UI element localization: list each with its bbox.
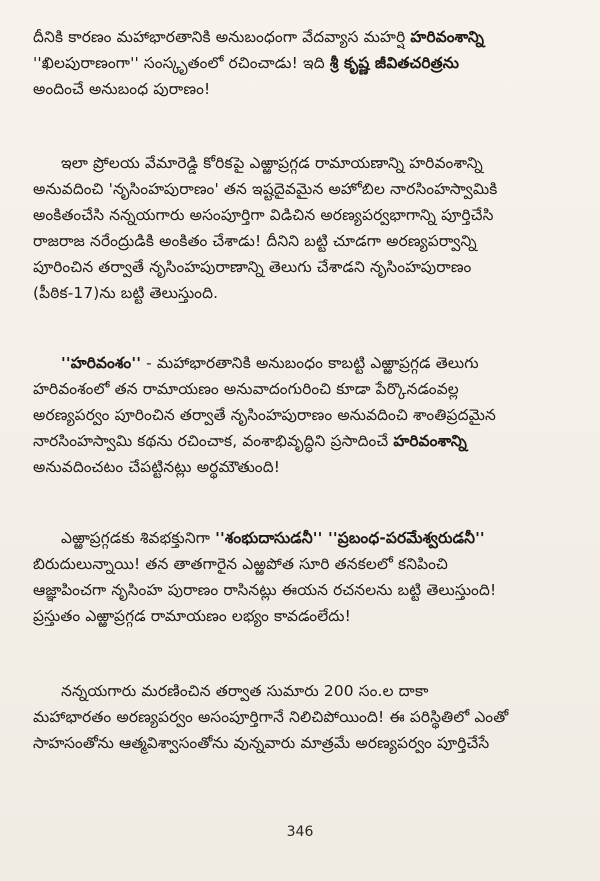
text-run: హరివంశంలో తన రామాయణం అనువాదంగురించి కూడా పేర్కొనడంవల్ల: [33, 380, 459, 398]
text-line: [33, 76, 573, 102]
text-line: [33, 254, 573, 280]
text-run: దీనికి కారణం మహాభారతానికి అనుబంధంగా వేదవ్యాస మహర్షి: [33, 28, 411, 46]
page-number: 346: [286, 824, 314, 840]
text-line: [33, 603, 573, 629]
text-run: ఆజ్ఞాపించగా నృసింహ పురాణం రాసినట్లు ఈయన రచనలను బట్టి తెలుస్తుంది!: [33, 581, 497, 599]
text-run: - మహాభారతానికి అనుబంధం కాబట్టి ఎఱ్ఱాప్రగ్గడ తెలుగు: [141, 354, 479, 372]
text-run: నన్నయగారు మరణించిన తర్వాత సుమారు 200 సం.ల దాకా: [61, 682, 429, 700]
text-run: అందించే అనుబంధ పురాణం!: [33, 80, 211, 98]
text-line: [33, 551, 573, 577]
paragraph-3: [33, 350, 573, 480]
text-run: ఎఱ్ఱాప్రగ్గడకు శివభక్తునిగా: [61, 529, 216, 547]
text-run: పూరించిన తర్వాతే నృసింహపురాణాన్ని తెలుగు చేశాడని నృసింహపురాణం: [33, 258, 472, 276]
paragraph-5: [33, 678, 573, 756]
bold-text-run: శ్రీ కృష్ణ జీవితచరిత్రను: [329, 54, 460, 72]
bold-text-run: హరివంశాన్ని: [393, 432, 468, 450]
text-line: [33, 176, 573, 202]
text-run: రాజరాజ నరేంద్రుడికి అంకితం చేశాడు! దీనిని బట్టి చూడగా అరణ్యపర్వాన్ని: [33, 232, 477, 250]
text-run: ''ఖిలపురాణంగా'' సంస్కృతంలో రచించాడు! ఇది: [33, 54, 330, 72]
text-run: ఇలా ప్రోలయ వేమారెడ్డి కోరికపై ఎఱ్ఱాప్రగ్గడ రామాయణాన్ని హరివంశాన్ని: [61, 154, 483, 172]
bold-text-run: ''శంభుదాసుడనీ'' ''ప్రబంధ-పరమేశ్వరుడనీ'': [215, 529, 485, 547]
paragraph-2: [33, 150, 573, 306]
text-run: ప్రస్తుతం ఎఱ్ఱాప్రగ్గడ రామాయణం లభ్యం కావడంలేదు!: [33, 607, 351, 625]
bold-text-run: హరివంశాన్ని: [410, 28, 485, 46]
text-line: [33, 525, 573, 551]
text-line: [33, 428, 573, 454]
text-run: మహాభారతం అరణ్యపర్వం అసంపూర్తిగానే నిలిచిపోయింది! ఈ పరిస్థితిలో ఎంతో: [33, 708, 509, 726]
text-line: [33, 228, 573, 254]
paragraph-1: [33, 24, 573, 102]
text-line: [33, 454, 573, 480]
text-run: నారసింహస్వామి కథను రచించాక, వంశాభివృద్ధిని ప్రసాదించే: [33, 432, 394, 450]
text-line: [33, 402, 573, 428]
text-line: [33, 704, 573, 730]
text-line: [33, 202, 573, 228]
text-run: అంకితంచేసి నన్నయగారు అసంపూర్తిగా విడిచిన అరణ్యపర్వభాగాన్ని పూర్తిచేసి: [33, 206, 494, 224]
text-line: [33, 678, 573, 704]
text-line: [33, 24, 573, 50]
bold-text-run: ''హరివంశం'': [61, 354, 142, 372]
text-line: [33, 577, 573, 603]
text-line: [33, 350, 573, 376]
text-line: [33, 50, 573, 76]
text-line: [33, 376, 573, 402]
text-line: [33, 280, 573, 306]
text-run: (పీఠిక-17)ను బట్టి తెలుస్తుంది.: [33, 284, 219, 302]
text-line: [33, 730, 573, 756]
text-run: అనువదించి 'నృసింహపురాణం' తన ఇష్టదైవమైన అహోబిల నారసింహస్వామికి: [33, 180, 498, 198]
text-run: అనువదించటం చేపట్టినట్లు అర్థమౌతుంది!: [33, 458, 281, 476]
text-line: [33, 150, 573, 176]
text-run: బిరుదులున్నాయి! తన తాతగారైన ఎఱ్ఱపోత సూరి తనకలలో కనిపించి: [33, 555, 448, 573]
text-run: సాహసంతోను ఆత్మవిశ్వాసంతోను వున్నవారు మాత్రమే అరణ్యపర్వం పూర్తిచేసే: [33, 734, 490, 752]
paragraph-4: [33, 525, 573, 629]
text-run: అరణ్యపర్వం పూరించిన తర్వాతే నృసింహపురాణం అనువదించి శాంతిప్రదమైన: [33, 406, 497, 424]
